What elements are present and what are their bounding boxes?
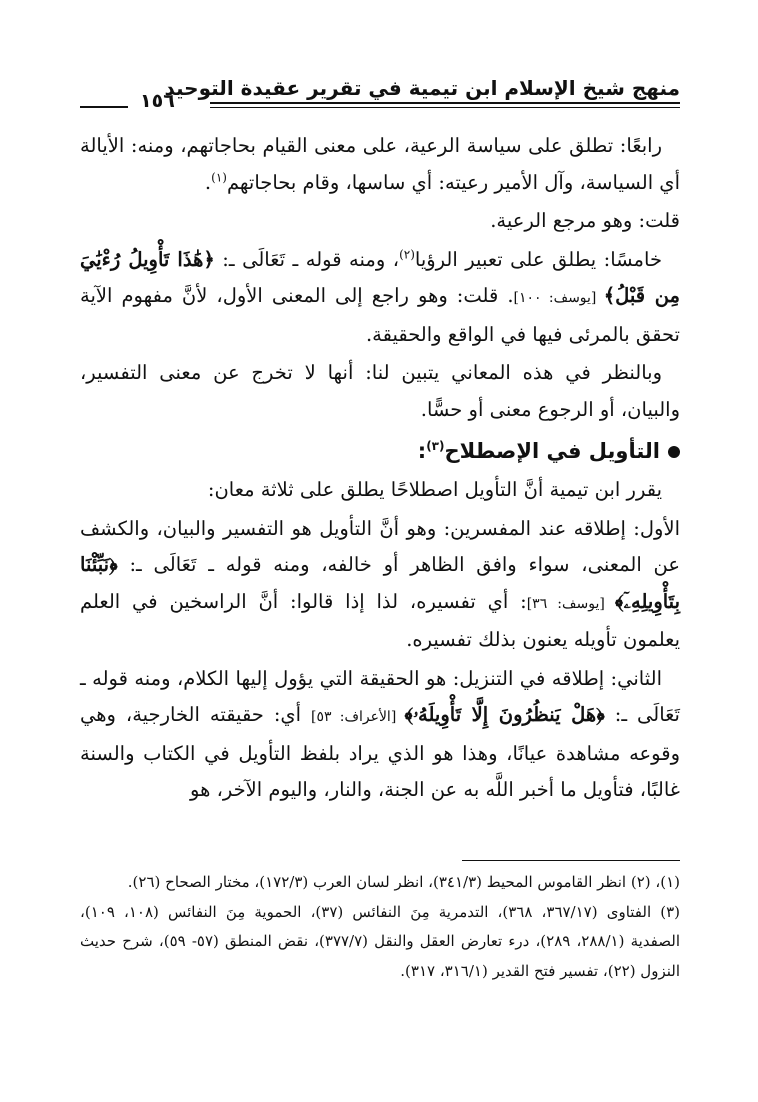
paragraph-text: وبالنظر في هذه المعاني يتبين لنا: أنها لا تخرج عن معنى التفسير، والبيان، أو الرجوع معنى أو حسًّا.: [80, 361, 680, 421]
paragraph-text: .: [204, 170, 212, 194]
paragraph-note: [80, 203, 680, 240]
paragraph-text: . قلت: وهو راجع إلى المعنى الأول، لأنَّ مفهوم الآية تحقق بالمرئى فيها في الواقع والحقيقة.: [80, 284, 680, 346]
paragraph-text: خامسًا: يطلق على تعبير الرؤيا: [414, 247, 662, 271]
verse-reference: [يوسف: ١٠٠]: [513, 290, 604, 306]
paragraph-summary: [80, 355, 680, 428]
footnote-1-2: (١)، (٢) انظر القاموس المحيط (٣٤١/٣)، انظر لسان العرب (١٧٢/٣)، مختار الصحاح (٢٦).: [127, 873, 680, 891]
footnote-marker: (٢): [399, 247, 415, 261]
paragraph-intro: [80, 472, 680, 509]
section-heading: [80, 432, 680, 470]
paragraph-text: أي: حقيقته الخارجية، وهي وقوعه مشاهدة عيانًا، وهذا هو الذي يراد بلفظ التأويل في الكتاب والسنة غالبًا، فتأويل ما أخبر اللَّه به عن الجنة، والنار، واليوم الآخر، هو: [80, 703, 680, 801]
paragraph-first-meaning: [80, 511, 680, 659]
quran-verse: ﴿هَلْ يَنظُرُونَ إِلَّا تَأْوِيلَهُۥ﴾: [404, 703, 605, 726]
quran-verse: ﴿هَٰذَا تَأْوِيلُ رُءْيَٰيَ مِن قَبْلُ﴾: [80, 247, 680, 307]
header-rule-thin: [210, 107, 680, 108]
heading-text: التأويل في الإصطلاح: [444, 439, 660, 463]
paragraph-text: : أي تفسيره، لذا إذا قالوا: أنَّ الراسخين في العلم يعلمون تأويله يعنون بذلك تفسيره.: [80, 589, 680, 651]
verse-reference: [يوسف: ٣٦]: [526, 595, 615, 612]
paragraph-text: الثاني: إطلاقه في التنزيل: هو الحقيقة التي يؤول إليها الكلام، ومنه قوله ـ تَعَالَى ـ:: [80, 666, 680, 726]
paragraph-second-meaning: [80, 661, 680, 809]
paragraph-text: قلت: وهو مرجع الرعية.: [490, 209, 680, 232]
paragraph-text: يقرر ابن تيمية أنَّ التأويل اصطلاحًا يطلق على ثلاثة معان:: [207, 478, 662, 501]
quran-verse: ﴿نَبِّئْنَا بِتَأْوِيلِهِۦٓ﴾: [80, 553, 680, 613]
footnote-marker: (٣): [426, 439, 445, 453]
bullet-icon: [668, 446, 680, 458]
paragraph-text: الأول: إطلاقه عند المفسرين: وهو أنَّ التأويل هو التفسير والبيان، والكشف عن المعنى، سواء وافق الظاهر أو خالفه، ومنه قوله ـ تَعَالَى ـ:: [80, 516, 680, 576]
paragraph-text: ، ومنه قوله ـ تَعَالَى ـ:: [214, 247, 400, 271]
footnote-separator: [462, 860, 680, 861]
footnotes: [80, 868, 680, 986]
footnote-3: (٣) الفتاوى (٣٦٧/١٧، ٣٦٨)، التدمرية مِنَ النفائس (٣٧)، الحموية مِنَ النفائس (١٠٨، ١٠٩)، الصفدية (٢٨٨/١، ٢٨٩)، درء تعارض العقل والنقل (٣٧٧/٧)، نقض المنطق (٥٧- ٥٩)، شرح حديث النزول (٢٢)، تفسير فتح القدير (٣١٦/١، ٣١٧).: [80, 902, 681, 980]
verse-reference: [الأعراف: ٥٣]: [311, 709, 405, 725]
main-text: [80, 128, 680, 811]
paragraph-fifth-meaning: [80, 242, 680, 354]
footnote-marker: (١): [211, 170, 227, 184]
running-title: منهج شيخ الإسلام ابن تيمية في تقرير عقيدة التوحيد: [164, 76, 680, 100]
header-rule: [210, 102, 680, 104]
paragraph-text: رابعًا: تطلق على سياسة الرعية، على معنى القيام بحاجاتهم، ومنه: الأيالة أي السياسة، وآل الأمير رعيته: أي ساسها، وقام بحاجاتهم: [80, 134, 680, 194]
heading-colon: :: [417, 439, 427, 463]
running-header: [80, 76, 680, 112]
page-number-rule: [80, 106, 128, 108]
page-number: ١٥٦: [140, 90, 175, 112]
paragraph-fourth-meaning: [80, 128, 680, 201]
